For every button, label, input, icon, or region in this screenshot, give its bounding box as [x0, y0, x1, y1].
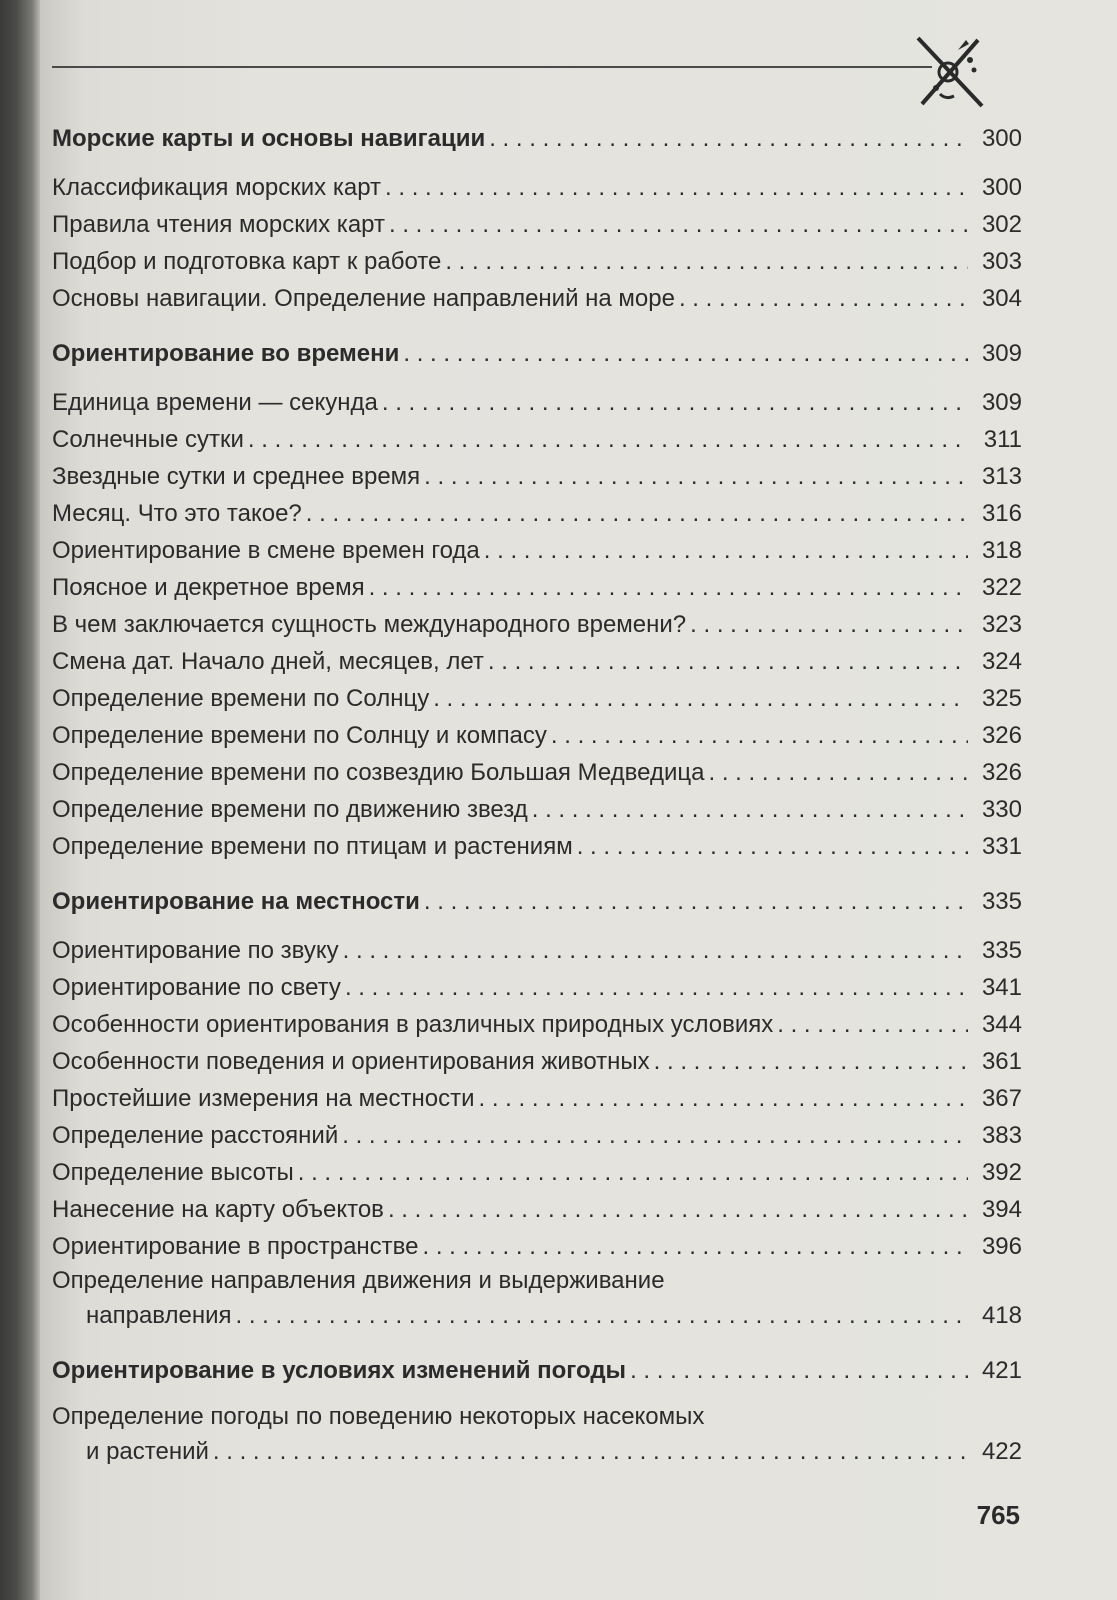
- leader-dots: [577, 828, 968, 865]
- toc-entry: [52, 384, 1022, 421]
- leader-dots: [690, 606, 968, 643]
- toc-entry: [52, 606, 1022, 643]
- entry-title: Единица времени — секунда: [52, 389, 378, 416]
- entry-title: Ориентирование по звуку: [52, 937, 339, 964]
- entry-title: Определение времени по движению звезд: [52, 796, 528, 823]
- toc-section-heading: [52, 335, 1022, 372]
- entry-title: Определение времени по Солнцу: [52, 685, 430, 712]
- toc-section-heading: [52, 1352, 1022, 1389]
- entry-page: 318: [981, 537, 1022, 564]
- toc-entry: [52, 1117, 1022, 1154]
- crossed-compass-icon: [900, 30, 990, 114]
- page-number: 765: [976, 1500, 1020, 1530]
- toc-entry: [52, 643, 1022, 680]
- leader-dots: [388, 1191, 968, 1228]
- entry-title: Солнечные сутки: [52, 426, 244, 453]
- toc-entry: [52, 791, 1022, 828]
- entry-page: 326: [981, 759, 1022, 786]
- leader-dots: [478, 1080, 968, 1117]
- entry-page: 316: [981, 500, 1022, 527]
- entry-page: 311: [983, 426, 1022, 453]
- entry-page: 344: [981, 1011, 1022, 1038]
- leader-dots: [423, 1228, 969, 1265]
- toc-entry: [52, 280, 1022, 317]
- toc-entry-multiline: [52, 1401, 1022, 1470]
- leader-dots: [709, 754, 969, 791]
- entry-page: 394: [981, 1196, 1022, 1223]
- entry-title: Определение времени по созвездию Большая Медведица: [52, 759, 705, 786]
- leader-dots: [213, 1433, 968, 1470]
- leader-dots: [532, 791, 968, 828]
- entry-page: 361: [981, 1048, 1022, 1075]
- leader-dots: [389, 206, 968, 243]
- entry-title: Простейшие измерения на местности: [52, 1085, 475, 1112]
- table-of-contents: [52, 120, 1022, 1488]
- leader-dots: [236, 1297, 969, 1334]
- entry-page: 422: [981, 1438, 1022, 1465]
- toc-section: [52, 883, 1022, 1334]
- leader-dots: [345, 969, 968, 1006]
- entry-page: 392: [981, 1159, 1022, 1186]
- toc-entry: [52, 680, 1022, 717]
- toc-entry: [52, 569, 1022, 606]
- leader-dots: [298, 1154, 968, 1191]
- entry-title: Особенности ориентирования в различных природных условиях: [52, 1011, 774, 1038]
- leader-dots: [424, 883, 968, 920]
- entry-page: 303: [981, 248, 1022, 275]
- section-title: Морские карты и основы навигации: [52, 125, 486, 152]
- leader-dots: [488, 643, 968, 680]
- entry-page: 324: [981, 648, 1022, 675]
- entry-title: Смена дат. Начало дней, месяцев, лет: [52, 648, 484, 675]
- leader-dots: [403, 335, 968, 372]
- section-title: Ориентирование во времени: [52, 340, 400, 367]
- entry-page: 383: [981, 1122, 1022, 1149]
- header-rule: [52, 66, 932, 68]
- entry-title: Определение расстояний: [52, 1122, 339, 1149]
- toc-entry: [52, 1191, 1022, 1228]
- toc-entry: [52, 458, 1022, 495]
- toc-section-heading: [52, 883, 1022, 920]
- entry-title: Ориентирование по свету: [52, 974, 341, 1001]
- toc-entry: [52, 206, 1022, 243]
- leader-dots: [777, 1006, 968, 1043]
- toc-section: [52, 120, 1022, 317]
- entry-page: 331: [981, 833, 1022, 860]
- toc-entry: [52, 1154, 1022, 1191]
- toc-section: [52, 335, 1022, 865]
- entry-page: 322: [981, 574, 1022, 601]
- section-page: 421: [981, 1357, 1022, 1384]
- entry-title: Поясное и декретное время: [52, 574, 365, 601]
- leader-dots: [424, 458, 968, 495]
- leader-dots: [433, 680, 968, 717]
- toc-entry-continuation: [52, 1297, 1022, 1334]
- toc-entry: [52, 969, 1022, 1006]
- entry-title: Ориентирование в пространстве: [52, 1233, 419, 1260]
- leader-dots: [654, 1043, 968, 1080]
- toc-entry-continuation: [52, 1433, 1022, 1470]
- entry-title: Основы навигации. Определение направлений на море: [52, 285, 675, 312]
- leader-dots: [248, 421, 968, 458]
- entry-title-line2: и растений: [86, 1438, 209, 1465]
- leader-dots: [343, 932, 968, 969]
- leader-dots: [445, 243, 968, 280]
- section-page: 300: [981, 125, 1022, 152]
- entry-title-line2: направления: [86, 1302, 232, 1329]
- leader-dots: [489, 120, 968, 157]
- entry-page: 335: [981, 937, 1022, 964]
- toc-entry: [52, 1006, 1022, 1043]
- entry-title-line1: Определение погоды по поведению некоторых насекомых: [52, 1403, 705, 1430]
- toc-entry: [52, 243, 1022, 280]
- entry-page: 418: [981, 1302, 1022, 1329]
- toc-entry: [52, 754, 1022, 791]
- leader-dots: [342, 1117, 968, 1154]
- toc-entry: [52, 532, 1022, 569]
- entry-title: Правила чтения морских карт: [52, 211, 385, 238]
- entry-title: Классификация морских карт: [52, 174, 382, 201]
- entry-title: Определение времени по Солнцу и компасу: [52, 722, 547, 749]
- toc-entry: [52, 1228, 1022, 1265]
- entry-page: 396: [981, 1233, 1022, 1260]
- leader-dots: [551, 717, 968, 754]
- toc-entry: [52, 828, 1022, 865]
- entry-title: Особенности поведения и ориентирования животных: [52, 1048, 650, 1075]
- section-title: Ориентирование в условиях изменений погоды: [52, 1357, 627, 1384]
- toc-entry: [52, 932, 1022, 969]
- entry-page: 325: [981, 685, 1022, 712]
- entry-page: 330: [981, 796, 1022, 823]
- section-page: 309: [981, 340, 1022, 367]
- entry-page: 304: [981, 285, 1022, 312]
- entry-page: 341: [981, 974, 1022, 1001]
- entry-page: 323: [981, 611, 1022, 638]
- entry-title: Подбор и подготовка карт к работе: [52, 248, 442, 275]
- entry-page: 313: [981, 463, 1022, 490]
- toc-entry: [52, 169, 1022, 206]
- leader-dots: [369, 569, 968, 606]
- toc-entry: [52, 717, 1022, 754]
- entry-title: В чем заключается сущность международного времени?: [52, 611, 687, 638]
- entry-title: Ориентирование в смене времен года: [52, 537, 480, 564]
- toc-section-heading: [52, 120, 1022, 157]
- section-page: 335: [981, 888, 1022, 915]
- entry-page: 302: [981, 211, 1022, 238]
- entry-page: 309: [981, 389, 1022, 416]
- toc-entry: [52, 1080, 1022, 1117]
- book-spine: [0, 0, 40, 1600]
- entry-title-line1: Определение направления движения и выдерживание: [52, 1267, 665, 1294]
- leader-dots: [679, 280, 968, 317]
- toc-entry-multiline: [52, 1265, 1022, 1334]
- entry-title: Звездные сутки и среднее время: [52, 463, 421, 490]
- entry-page: 367: [981, 1085, 1022, 1112]
- leader-dots: [630, 1352, 968, 1389]
- section-title: Ориентирование на местности: [52, 888, 420, 915]
- leader-dots: [484, 532, 968, 569]
- leader-dots: [385, 169, 968, 206]
- toc-entry: [52, 495, 1022, 532]
- entry-title: Нанесение на карту объектов: [52, 1196, 384, 1223]
- entry-title: Месяц. Что это такое?: [52, 500, 302, 527]
- toc-entry: [52, 421, 1022, 458]
- toc-section: [52, 1352, 1022, 1470]
- entry-page: 326: [981, 722, 1022, 749]
- leader-dots: [382, 384, 968, 421]
- entry-page: 300: [981, 174, 1022, 201]
- entry-title: Определение времени по птицам и растениям: [52, 833, 573, 860]
- leader-dots: [306, 495, 968, 532]
- toc-entry: [52, 1043, 1022, 1080]
- entry-title: Определение высоты: [52, 1159, 294, 1186]
